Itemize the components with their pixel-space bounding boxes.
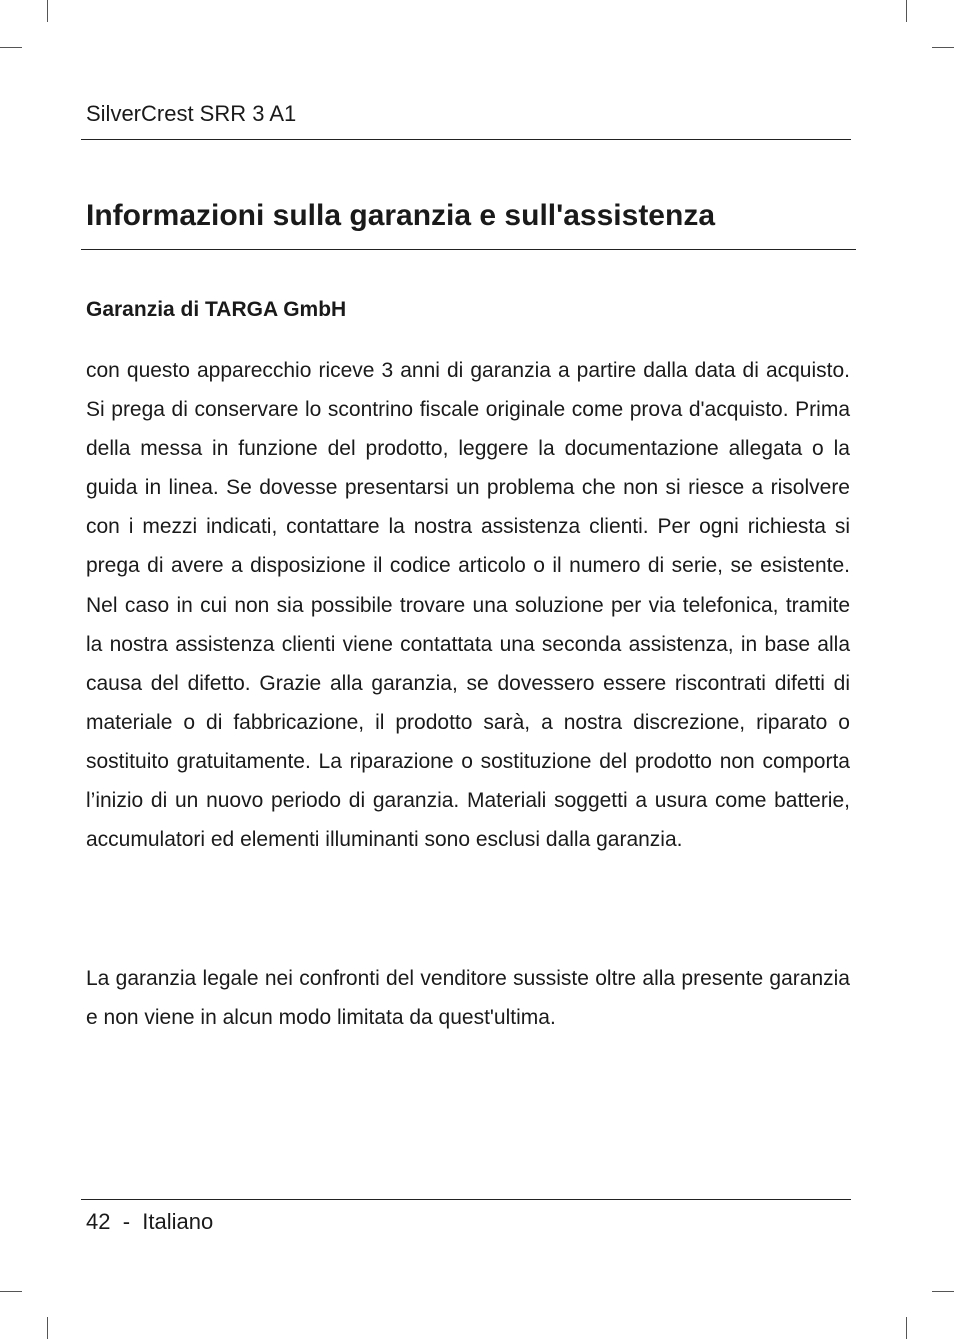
crop-mark-top-left-h <box>0 47 22 48</box>
page-number: 42 <box>86 1209 111 1234</box>
footer-divider <box>81 1199 851 1200</box>
crop-mark-bottom-left <box>47 1317 48 1339</box>
page-footer <box>86 1208 213 1236</box>
crop-mark-top-left <box>47 0 48 22</box>
running-header: SilverCrest SRR 3 A1 <box>86 101 297 126</box>
crop-mark-top-right-h <box>932 47 954 48</box>
legal-warranty-paragraph: La garanzia legale nei confronti del venditore sussiste oltre alla presente garanzia e non viene in alcun modo limitata da quest'ultima. <box>86 967 850 1030</box>
footer-separator: - <box>122 1209 131 1234</box>
section-heading: Garanzia di TARGA GmbH <box>86 298 347 321</box>
crop-mark-top-right <box>906 0 907 22</box>
crop-mark-bottom-left-h <box>0 1291 22 1292</box>
footer-language: Italiano <box>142 1209 214 1234</box>
crop-mark-bottom-right-h <box>932 1291 954 1292</box>
title-divider <box>81 249 856 250</box>
header-divider <box>81 139 851 140</box>
page-title: Informazioni sulla garanzia e sull'assistenza <box>86 199 716 232</box>
warranty-paragraph: con questo apparecchio riceve 3 anni di garanzia a partire dalla data di acquisto. Si prega di conservare lo scontrino fiscale originale come prova d'acquisto. Prima della messa in funzione del prodotto, leggere la documentazione allegata o la guida in linea. Se dovesse presentarsi un problema che non si riesce a risolvere con i mezzi indicati, contattare la nostra assistenza clienti. Per ogni richiesta si prega di avere a disposizione il codice articolo o il numero di serie, se esistente. Nel caso in cui non sia possibile trovare una soluzione per via telefonica, tramite la nostra assistenza clienti viene contattata una seconda assistenza, in base alla causa del difetto. Grazie alla garanzia, se dovessero essere riscontrati difetti di materiale o di fabbricazione, il prodotto sarà, a nostra discrezione, riparato o sostituito gratuitamente. La riparazione o sostituzione del prodotto non comporta l’inizio di un nuovo periodo di garanzia. Materiali soggetti a usura come batterie, accumulatori ed elementi illuminanti sono esclusi dalla garanzia. <box>86 359 850 852</box>
crop-mark-bottom-right <box>906 1317 907 1339</box>
